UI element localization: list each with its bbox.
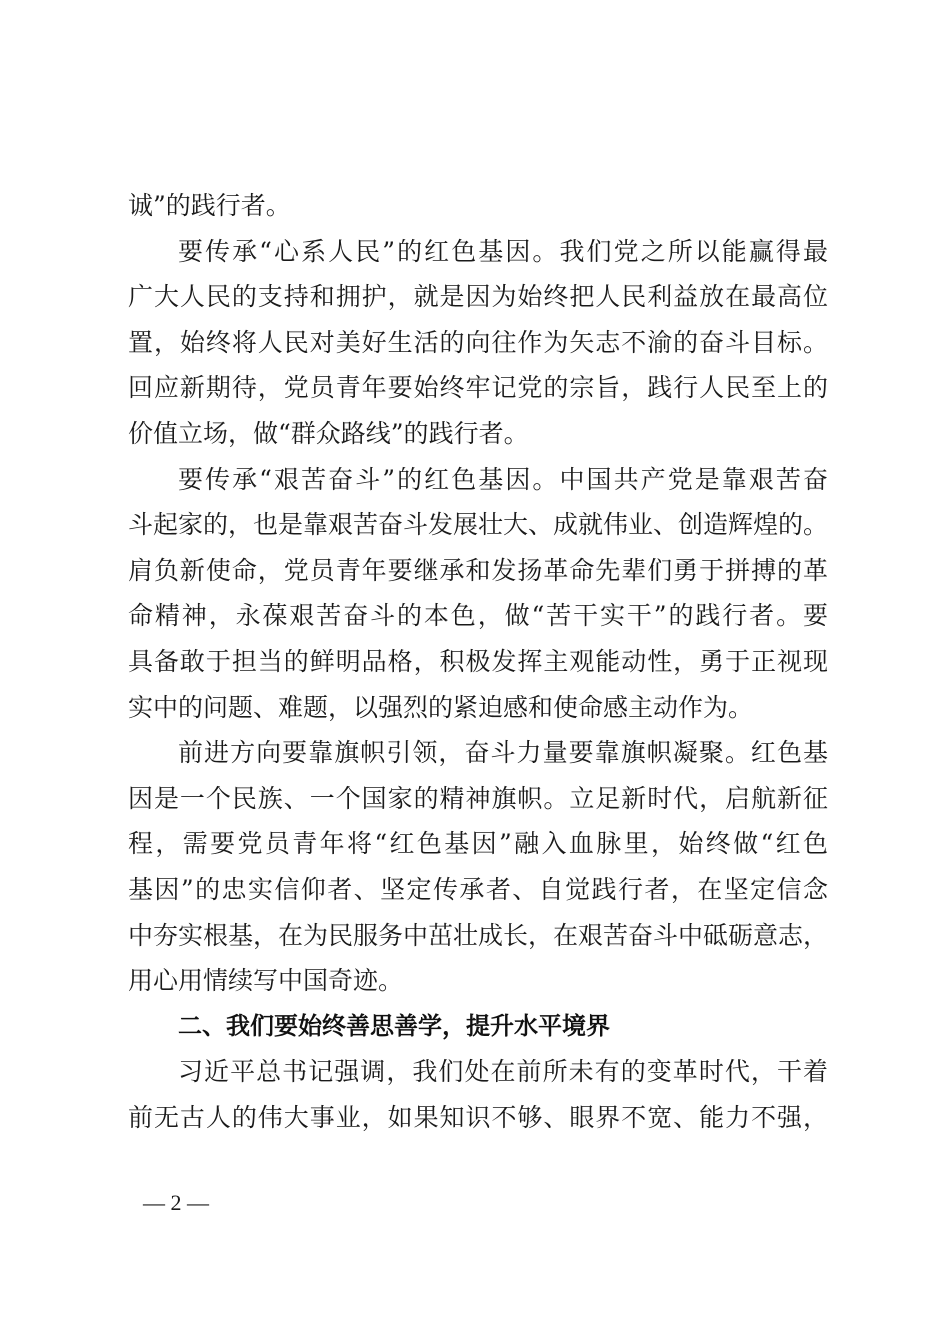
paragraph-line: 实中的问题、难题，以强烈的紧迫感和使命感主动作为。 [128,692,754,722]
paragraph-line: 具备敢于担当的鲜明品格，积极发挥主观能动性，勇于正视现 [128,646,828,676]
paragraph-line: 基因”的忠实信仰者、坚定传承者、自觉践行者，在坚定信念 [128,874,828,904]
paragraph-line: 价值立场，做“群众路线”的践行者。 [128,418,529,448]
paragraph-line: 斗起家的，也是靠艰苦奋斗发展壮大、成就伟业、创造辉煌的。 [128,510,829,540]
paragraph-line: 肩负新使命，党员青年要继承和发扬革命先辈们勇于拼搏的革 [128,555,828,585]
paragraph-line: 诚”的践行者。 [128,191,291,220]
paragraph-line: 用心用情续写中国奇迹。 [128,966,404,996]
paragraph-line: 命精神，永葆艰苦奋斗的本色，做“苦干实干”的践行者。要 [128,601,828,631]
paragraph-line: 中夯实根基，在为民服务中茁壮成长，在艰苦奋斗中砥砺意志， [128,920,829,950]
paragraph-line: 因是一个民族、一个国家的精神旗帜。立足新时代，启航新征 [128,783,828,813]
paragraph-line: 回应新期待，党员青年要始终牢记党的宗旨，践行人民至上的 [128,373,828,403]
paragraph-line: 程，需要党员青年将“红色基因”融入血脉里，始终做“红色 [128,829,828,859]
section-heading: 二、我们要始终善思善学，提升水平境界 [178,1011,610,1040]
paragraph-line: 要传承“艰苦奋斗”的红色基因。中国共产党是靠艰苦奋 [178,464,828,494]
paragraph-line: 前进方向要靠旗帜引领，奋斗力量要靠旗帜凝聚。红色基 [178,738,828,768]
paragraph-line: 广大人民的支持和拥护，就是因为始终把人民利益放在最高位 [128,282,828,312]
paragraph-line: 置，始终将人民对美好生活的向往作为矢志不渝的奋斗目标。 [128,327,828,357]
paragraph-line: 前无古人的伟大事业，如果知识不够、眼界不宽、能力不强， [128,1102,828,1132]
paragraph-line: 要传承“心系人民”的红色基因。我们党之所以能赢得最 [178,236,828,266]
page-number: — 2 — [143,1190,209,1215]
document-body [128,183,828,1140]
paragraph-line: 习近平总书记强调，我们处在前所未有的变革时代，干着 [178,1057,828,1087]
